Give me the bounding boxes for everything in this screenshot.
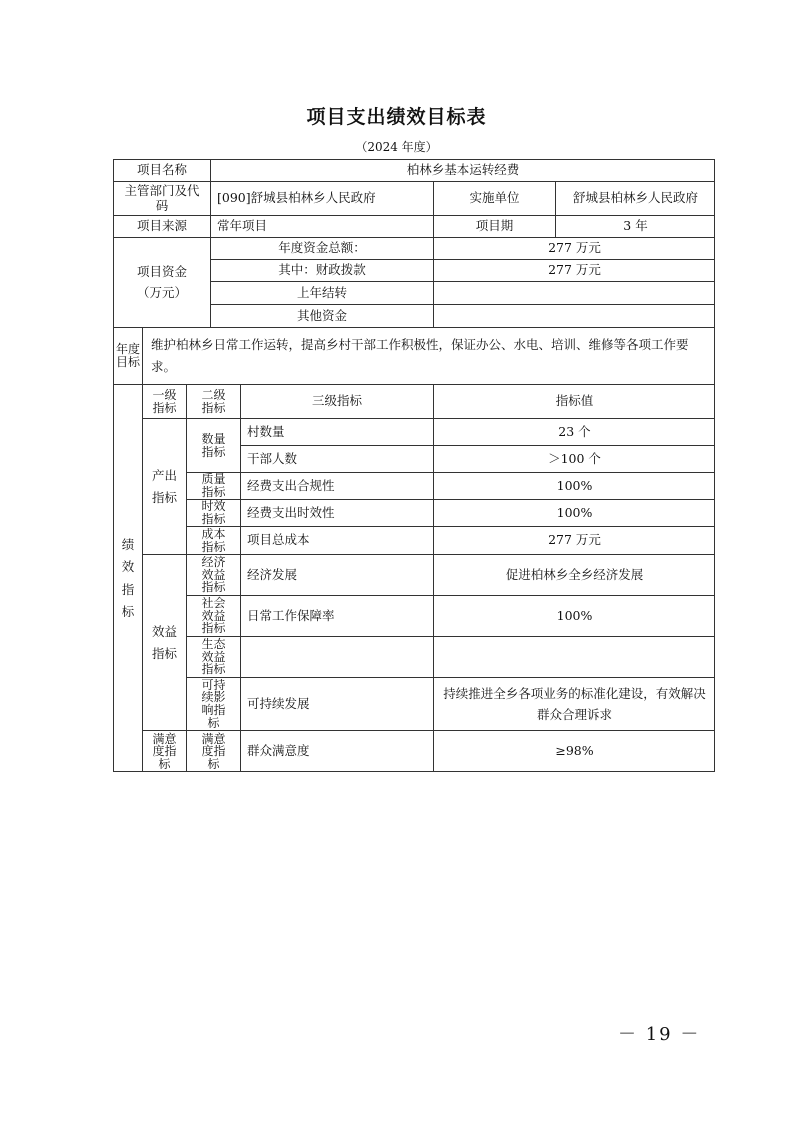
indicator-value: 100% [433, 499, 715, 526]
social-benefit-label: 社会效益指标 [186, 595, 240, 636]
indicator-value [433, 636, 715, 677]
source-value: 常年项目 [210, 215, 433, 237]
project-name-value: 柏林乡基本运转经费 [210, 159, 715, 181]
funds-row-label: 上年结转 [210, 281, 433, 304]
page-number: － 19 － [618, 1024, 701, 1045]
indicator-name: 可持续发展 [240, 677, 433, 730]
funds-row-value [433, 281, 715, 304]
dept-value: [090]舒城县柏林乡人民政府 [210, 181, 433, 215]
funds-unit: （万元） [136, 284, 187, 300]
indicator-value: 持续推进全乡各项业务的标准化建设，有效解决群众合理诉求 [433, 677, 715, 730]
funds-row-value: 277 万元 [433, 237, 715, 259]
funds-label-cell [113, 237, 210, 327]
indicator-name: 干部人数 [240, 445, 433, 472]
period-value: 3 年 [555, 215, 715, 237]
indicator-value: ＞100 个 [433, 445, 715, 472]
header-level3: 三级指标 [240, 384, 433, 418]
unit-value: 舒城县柏林乡人民政府 [555, 181, 715, 215]
indicator-value: 277 万元 [433, 526, 715, 554]
funds-row-label: 其中：财政拨款 [210, 259, 433, 281]
indicator-name: 群众满意度 [240, 730, 433, 772]
indicator-value: 23 个 [433, 418, 715, 445]
indicator-name: 经费支出时效性 [240, 499, 433, 526]
header-level2: 二级指标 [186, 384, 240, 418]
ecological-benefit-label: 生态效益指标 [186, 636, 240, 677]
funds-row-value [433, 304, 715, 327]
satisfaction-level1-label: 满意度指标 [142, 730, 186, 772]
indicator-name: 日常工作保障率 [240, 595, 433, 636]
cost-indicator-label: 成本指标 [186, 526, 240, 554]
indicator-name: 经费支出合规性 [240, 472, 433, 499]
performance-table [113, 159, 715, 772]
economic-benefit-label: 经济效益指标 [186, 554, 240, 595]
project-name-label: 项目名称 [113, 159, 210, 181]
sustainable-impact-label: 可持续影响指标 [186, 677, 240, 730]
quantity-indicator-label: 数量指标 [186, 418, 240, 472]
indicator-name: 项目总成本 [240, 526, 433, 554]
period-label: 项目期 [433, 215, 555, 237]
table-border-bottom [113, 771, 715, 772]
indicator-value: 100% [433, 595, 715, 636]
indicator-value: ≥98% [433, 730, 715, 772]
year-note: （2024 年度） [355, 140, 438, 154]
indicators-group-label: 绩效指标 [113, 384, 142, 772]
satisfaction-level2-label: 满意度指标 [186, 730, 240, 772]
funds-row-label: 年度资金总额： [210, 237, 433, 259]
quality-indicator-label: 质量指标 [186, 472, 240, 499]
timeliness-indicator-label: 时效指标 [186, 499, 240, 526]
annual-goal-label: 年度目标 [113, 327, 142, 384]
source-label: 项目来源 [113, 215, 210, 237]
annual-goal-text: 维护柏林乡日常工作运转，提高乡村干部工作积极性，保证办公、水电、培训、维修等各项工作要求。 [142, 327, 715, 384]
header-level1: 一级指标 [142, 384, 186, 418]
output-indicator-label: 产出指标 [142, 418, 186, 554]
funds-label: 项目资金 [136, 264, 187, 280]
indicator-name [240, 636, 433, 677]
funds-row-value: 277 万元 [433, 259, 715, 281]
page-title: 项目支出绩效目标表 [306, 106, 487, 128]
header-value: 指标值 [433, 384, 715, 418]
dept-label: 主管部门及代码 [113, 181, 210, 215]
benefit-indicator-label: 效益指标 [142, 554, 186, 730]
indicator-name: 村数量 [240, 418, 433, 445]
unit-label: 实施单位 [433, 181, 555, 215]
indicator-value: 促进柏林乡全乡经济发展 [433, 554, 715, 595]
table-border-right [714, 159, 715, 772]
indicator-name: 经济发展 [240, 554, 433, 595]
indicator-value: 100% [433, 472, 715, 499]
funds-row-label: 其他资金 [210, 304, 433, 327]
